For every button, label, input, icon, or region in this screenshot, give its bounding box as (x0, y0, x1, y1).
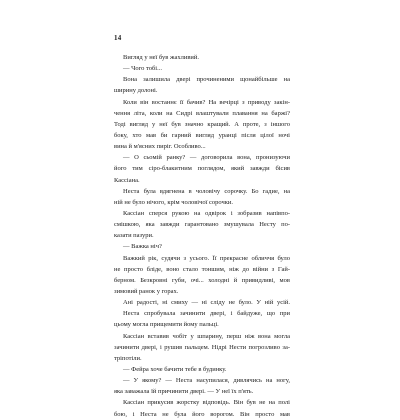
text-line: Кассіан вставив чобіт у шпарину, перш ніж вона могла (123, 332, 290, 340)
text-line: ній не було нічого, крім чоловічої сорочки. (114, 198, 234, 206)
text-line: — У якому? — Неста насупилася, дивлячись на ногу, (123, 377, 290, 385)
text-line: бою, і Неста не була його ворогом. Він просто мав (114, 410, 290, 418)
text-line: Тоді вигляд у неї був значно кращий. А проте, з іншого (114, 120, 290, 128)
text-line: берном. Безкровні губи, очі... холодні й привидливі, мов (114, 276, 290, 284)
text-line: вина й м'ясних пиріг. Особливо... (114, 143, 206, 151)
text-line: Ані радості, ні смиху — ні сліду не було. У ній усій. (123, 299, 290, 307)
text-line: Кассіан сперся рукою на одвірок і зобразив напівпо- (123, 209, 290, 217)
body-text (114, 52, 290, 420)
text-line: його тим сіро-блакитним поглядом, який завжди бісив (114, 165, 290, 173)
text-line: яка заважала їй причинити двері. — У неї їх п'ять. (114, 388, 254, 396)
text-line: Неста спробувала зачинити двері, і байдуже, що при (123, 310, 290, 318)
text-line: смішкою, яка завжди гарантовано змушувала Несту по- (114, 221, 290, 229)
text-line: казати пазури. (114, 232, 154, 240)
text-line: Вигляд у неї був жахливий. (123, 54, 199, 61)
text-line: — Чого тобі... (123, 65, 162, 73)
text-line: зимовий ранок у горах. (114, 287, 179, 295)
text-line: Важкий рік, судячи з усього. Її прекрасне обличчя було (123, 254, 290, 262)
text-line: — Важка ніч? (123, 243, 162, 251)
text-line: тріпотіли. (114, 354, 142, 362)
text-line: ширину долоні. (114, 87, 158, 95)
text-line: Неста була вдягнена в чоловічу сорочку. Бо гадие, на (123, 187, 290, 195)
text-line: — О сьомій ранку? — договорила вона, пронизуючи (123, 154, 290, 162)
text-line: Вона залишила двері прочиненими щонайбільше на (123, 76, 290, 84)
text-line: Кассіана. (114, 176, 140, 184)
text-line: цьому могла прищемити йому пальці. (114, 321, 219, 329)
text-line: не просто бліде, воно стало тоншим, ніж до війни з Гай- (114, 265, 290, 273)
text-line: — Фейра хоче бачити тебе в будинку. (123, 365, 227, 373)
text-line: Кассіан прикусив жорстку відповідь. Він був не на полі (123, 399, 290, 407)
text-line: зачинити двері, і рушив пальцем. Нідрі Нести погрозливо за- (114, 343, 290, 351)
text-line: Коли він востаннє її бачив? На вечірці з приводу закін- (123, 98, 290, 106)
text-line: чення літа, коли на Сидрі влаштували плавання на баржі? (114, 109, 290, 117)
text-line: боку, хто мав би гарний вигляд уранці після цілої ночі (114, 131, 290, 139)
page-number: 14 (114, 34, 122, 42)
